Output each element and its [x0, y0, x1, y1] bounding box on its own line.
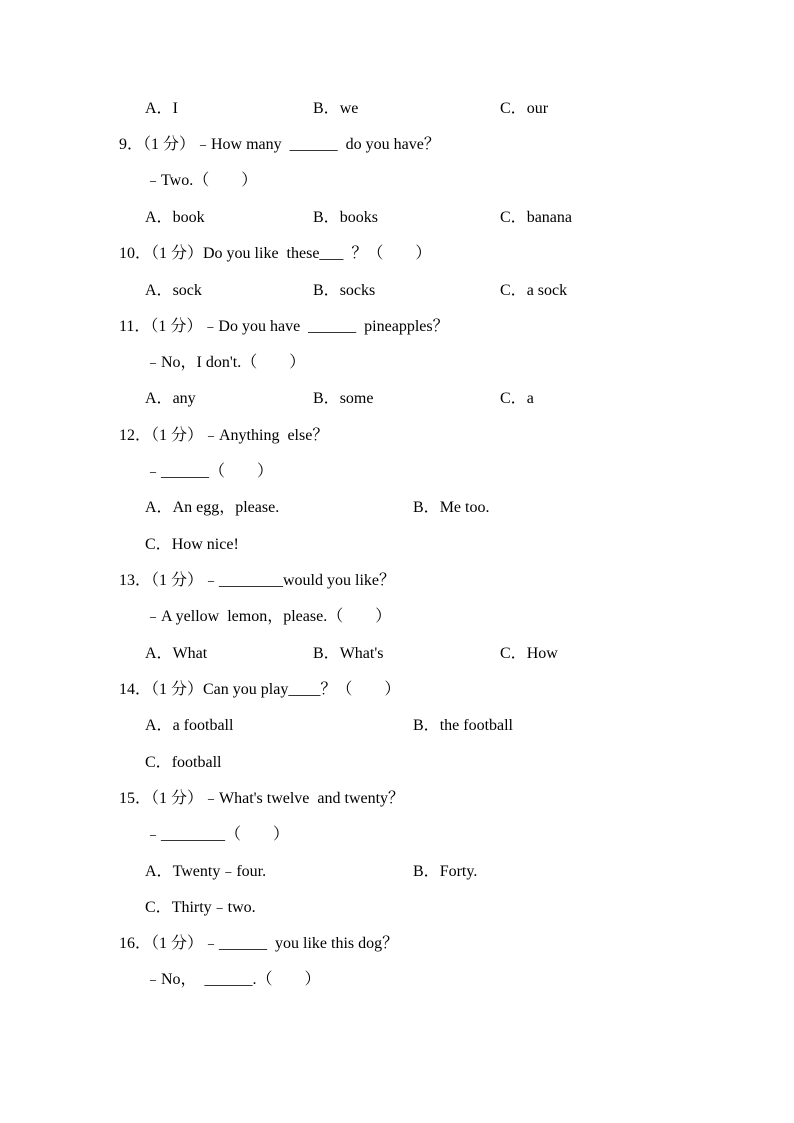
question-stem: 9．（1 分）﹣How many ______ do you have？: [119, 136, 440, 153]
option-a: A．sock: [145, 282, 202, 299]
option-a: A．book: [145, 209, 205, 226]
option-b: B．the football: [413, 717, 513, 734]
option-a: A．a football: [145, 717, 234, 734]
option-c: C．our: [500, 100, 549, 117]
option-c: C．Thirty﹣two.: [145, 899, 256, 916]
question-response: ﹣A yellow lemon，please.（ ）: [145, 608, 392, 625]
option-b: B．books: [313, 209, 378, 226]
option-b: B．socks: [313, 282, 376, 299]
question-response: ﹣No， ______.（ ）: [145, 971, 321, 988]
option-b: B．Forty.: [413, 863, 478, 880]
option-c: C．football: [145, 754, 222, 771]
question-response: ﹣______（ ）: [145, 463, 274, 480]
question-stem: 16．（1 分）﹣______ you like this dog？: [119, 935, 399, 952]
question-stem: 11．（1 分）﹣Do you have ______ pineapples？: [119, 318, 449, 335]
option-a: A．I: [145, 100, 178, 117]
question-stem: 12．（1 分）﹣Anything else？: [119, 427, 329, 444]
question-stem: 15．（1 分）﹣What's twelve and twenty？: [119, 790, 405, 807]
option-c: C．a: [500, 390, 534, 407]
question-response: ﹣Two.（ ）: [145, 172, 258, 189]
question-stem: 14．（1 分）Can you play____？（ ）: [119, 681, 401, 698]
option-c: C．a sock: [500, 282, 568, 299]
question-stem: 10．（1 分）Do you like these___ ？（ ）: [119, 245, 432, 262]
option-a: A．any: [145, 390, 196, 407]
option-a: A．What: [145, 645, 208, 662]
option-c: C．How: [500, 645, 558, 662]
option-b: B．Me too.: [413, 499, 490, 516]
option-b: B．we: [313, 100, 359, 117]
question-stem: 13．（1 分）﹣________would you like？: [119, 572, 395, 589]
option-c: C．How nice!: [145, 536, 239, 553]
option-a: A．An egg，please.: [145, 499, 280, 516]
question-response: ﹣No，I don't.（ ）: [145, 354, 306, 371]
option-b: B．some: [313, 390, 374, 407]
option-c: C．banana: [500, 209, 572, 226]
option-b: B．What's: [313, 645, 384, 662]
option-a: A．Twenty﹣four.: [145, 863, 267, 880]
question-response: ﹣________（ ）: [145, 826, 290, 843]
